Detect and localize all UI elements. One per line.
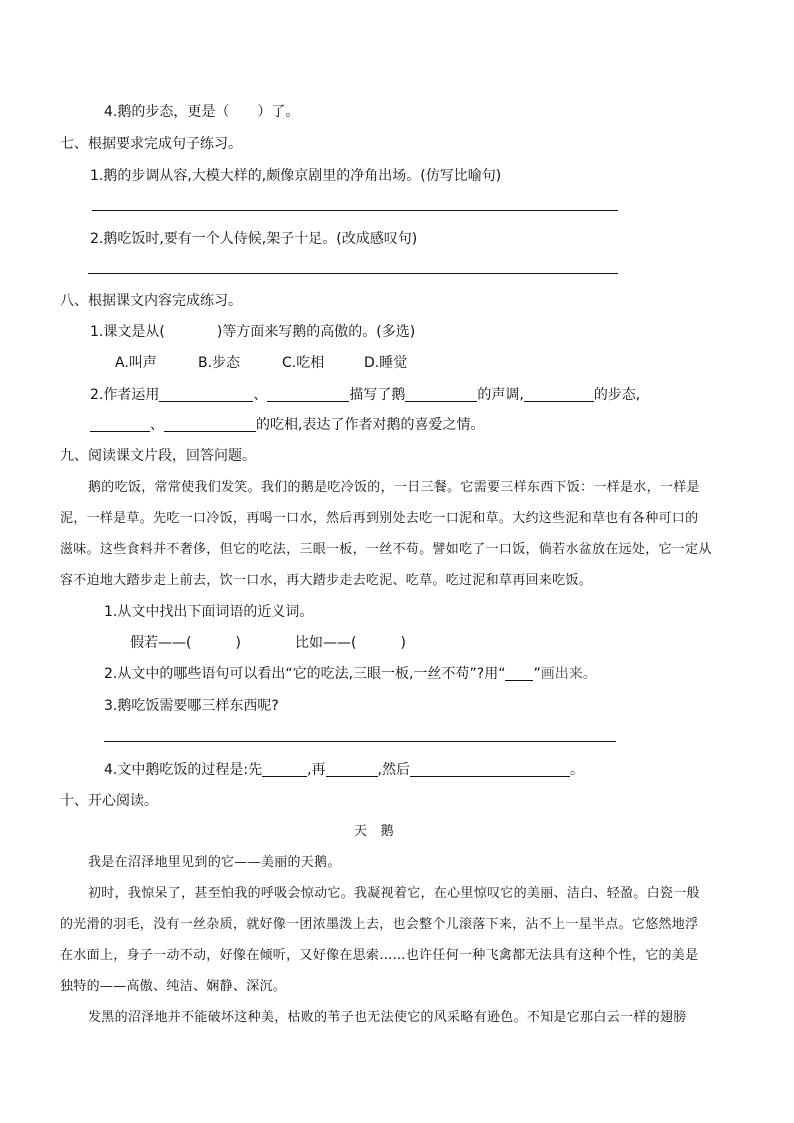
sec10-para2-line: 初时，我惊呆了，甚至怕我的呼吸会惊动它。我凝视着它，在心里惊叹它的美丽、洁白、轻盈。白瓷一般	[88, 886, 700, 901]
sec8-item2-text-g: 的吃相,表达了作者对鹅的喜爱之情。	[256, 417, 485, 433]
sec7-heading: 七、根据要求完成句子练习。	[60, 136, 242, 152]
sec10-para2-line: 在水面上，身子一动不动，好像在倾听，又好像在思索……也许任何一种飞禽都无法具有这种个性，它的美是	[60, 948, 699, 963]
sec8-item2-blank6[interactable]	[164, 417, 256, 432]
sec8-item2-blank3[interactable]	[405, 387, 477, 402]
sec9-passage-line: 容不迫地大踏步走上前去，饮一口水，再大踏步走去吃泥、吃草。吃过泥和草再回来吃饭。	[60, 573, 593, 588]
paren-close: )	[235, 635, 241, 651]
sec9-q2-post: ”	[533, 666, 541, 682]
sec8-item2-text-e: 的步态,	[593, 387, 641, 403]
sec8-item1-pre: 1.课文是从(	[90, 324, 165, 340]
sec10-para1: 我是在沼泽地里见到的它——美丽的天鹅。	[88, 855, 341, 870]
sec10-para2-line: 独特的——高傲、纯洁、娴静、深沉。	[60, 979, 287, 994]
sec8-heading: 八、根据课文内容完成练习。	[60, 293, 242, 309]
paren-close: )	[400, 635, 406, 651]
sec7-item2: 2.鹅吃饭时,要有一个人侍候,架子十足。(改成感叹句)	[90, 231, 418, 247]
sec8-item2-line2	[90, 416, 484, 434]
sec8-item2-blank4[interactable]	[524, 387, 594, 402]
sec9-q4	[104, 761, 584, 779]
sec9-q4-text-a: 4.文中鹅吃饭的过程是:先	[104, 762, 263, 778]
sec8-item2-text-f: 、	[150, 417, 164, 433]
sec9-passage-line: 滋味。这些食料并不奢侈，但它的吃法，三眼一板，一丝不苟。譬如吃了一口饭，倘若水盆放在远处，它一定从	[60, 542, 712, 557]
q6-item4: 4.鹅的步态，更是（ ）了。	[104, 104, 300, 120]
underline-symbol	[505, 666, 533, 681]
sec8-item1	[90, 323, 415, 341]
sec8-item2-text-b: 、	[253, 387, 268, 403]
sec8-item2-line1	[90, 386, 640, 404]
sec9-q2-tail: 画出来。	[540, 666, 597, 682]
sec8-item2-text-c: 描写了鹅	[349, 387, 406, 403]
sec8-item2-blank1[interactable]	[159, 387, 253, 402]
sec9-q1-word1-label: 假若——(	[130, 635, 192, 651]
sec9-q4-text-b: ,再	[307, 762, 326, 778]
sec9-q1-word2	[295, 634, 406, 652]
sec10-title: 天 鹅	[354, 824, 394, 839]
sec9-q3: 3.鹅吃饭需要哪三样东西呢?	[104, 698, 279, 714]
sec8-item1-post: )等方面来写鹅的高傲的。(多选)	[216, 324, 416, 340]
sec9-passage-line: 泥，一样是草。先吃一口冷饭，再喝一口水，然后再到别处去吃一口泥和草。大约这些泥和草也有各种可口的	[60, 511, 699, 526]
sec8-option-d[interactable]: D.睡觉	[364, 355, 408, 371]
sec7-item2-answer-line[interactable]	[88, 273, 618, 274]
sec9-heading: 九、阅读课文片段，回答问题。	[60, 448, 256, 464]
sec8-option-b[interactable]: B.步态	[198, 355, 241, 371]
sec9-passage-line: 鹅的吃饭，常常使我们发笑。我们的鹅是吃冷饭的，一日三餐。它需要三样东西下饭：一样是水，一样是	[88, 480, 700, 495]
sec7-item1: 1.鹅的步调从容,大模大样的,颇像京剧里的净角出场。(仿写比喻句)	[90, 168, 502, 184]
sec8-item2-text-a: 2.作者运用	[90, 387, 160, 403]
sec9-q2-pre: 2.从文中的哪些语句可以看出“它的吃法,三眼一板,一丝不苟”?用“	[104, 666, 506, 682]
sec10-para2-line: 的光滑的羽毛，没有一丝杂质，就好像一团浓墨泼上去，也会整个儿滚落下来，沾不上一星半点。它悠然地浮	[60, 917, 699, 932]
sec10-heading: 十、开心阅读。	[60, 793, 158, 809]
sec9-q1-word1	[130, 634, 241, 652]
sec9-q1-word2-label: 比如——(	[295, 635, 357, 651]
sec8-item2-blank5[interactable]	[90, 417, 150, 432]
sec8-item2-blank2[interactable]	[267, 387, 349, 402]
sec9-q4-text-c: ,然后	[377, 762, 410, 778]
sec9-q3-answer-line[interactable]	[104, 741, 616, 742]
sec8-option-a[interactable]: A.叫声	[115, 355, 157, 371]
sec8-item2-text-d: 的声调,	[477, 387, 524, 403]
sec10-para3: 发黑的沼泽地并不能破坏这种美，枯败的苇子也无法使它的风采略有逊色。不知是它那白云一样的翅膀	[88, 1010, 687, 1025]
sec9-q4-blank3[interactable]	[410, 762, 570, 777]
sec9-q2	[104, 665, 597, 683]
sec9-q4-text-d: 。	[569, 762, 584, 778]
sec8-option-c[interactable]: C.吃相	[282, 355, 325, 371]
sec7-item1-answer-line[interactable]	[92, 210, 618, 211]
sec9-q1: 1.从文中找出下面词语的近义词。	[104, 604, 314, 620]
sec9-q4-blank2[interactable]	[326, 762, 378, 777]
sec9-q4-blank1[interactable]	[262, 762, 307, 777]
